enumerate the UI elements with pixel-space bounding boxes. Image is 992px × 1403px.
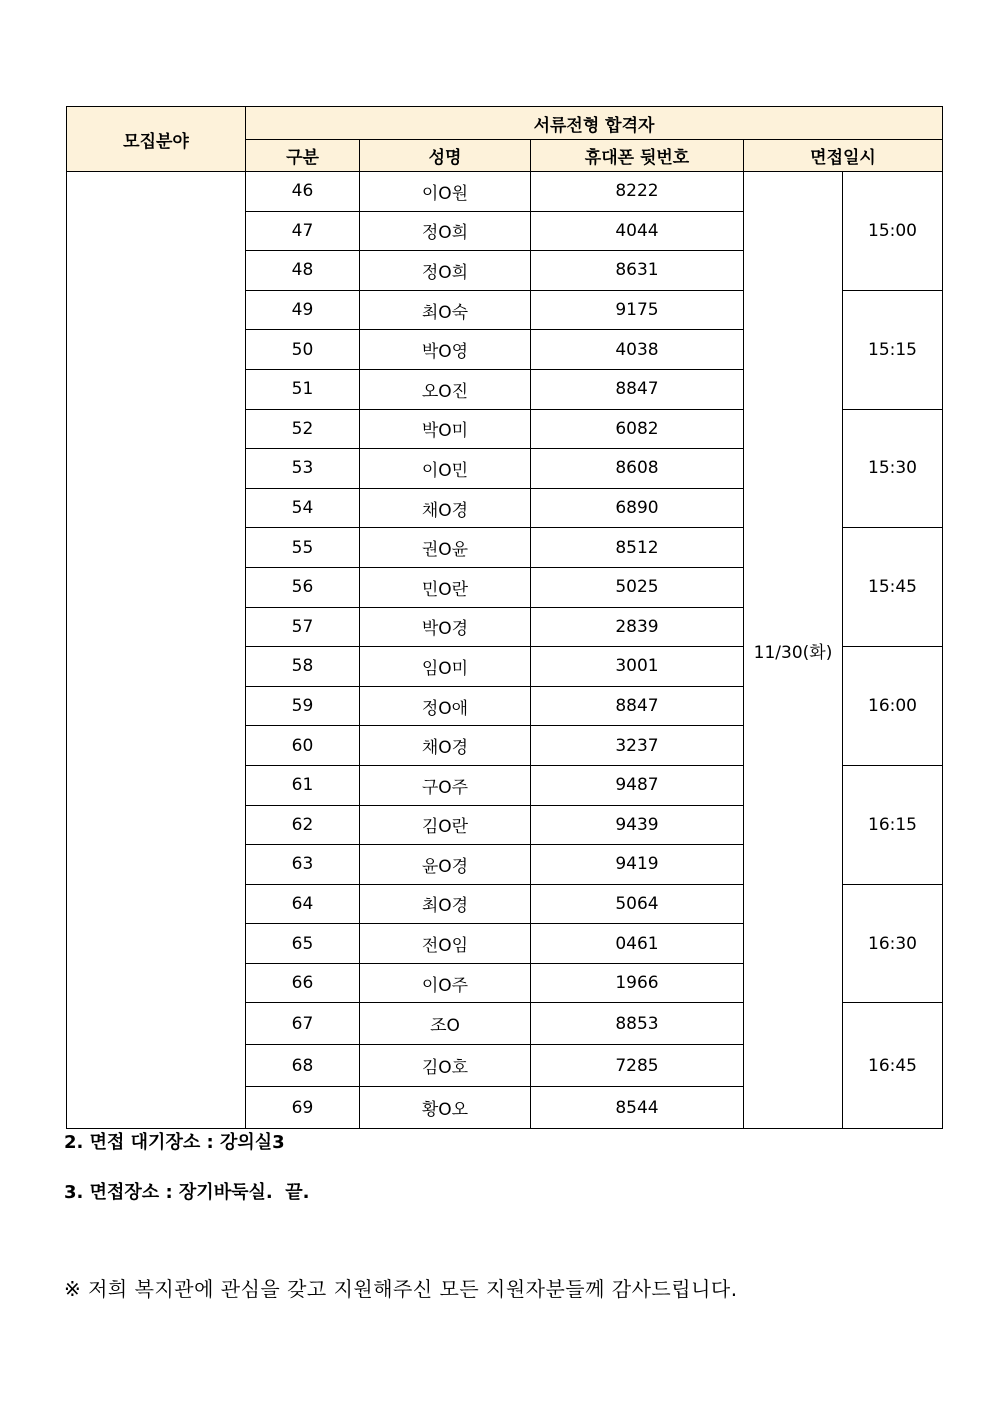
cell-no: 60 [246,726,360,766]
cell-phone: 0461 [531,924,744,964]
cell-no: 67 [246,1003,360,1045]
applicant-table [66,106,943,1129]
cell-name: 정O희 [360,211,531,251]
cell-phone: 8847 [531,686,744,726]
cell-phone: 8222 [531,172,744,212]
header-passers: 서류전형 합격자 [246,107,943,140]
cell-phone: 9175 [531,290,744,330]
header-name: 성명 [360,140,531,172]
cell-phone: 7285 [531,1045,744,1087]
cell-no: 51 [246,369,360,409]
header-no: 구분 [246,140,360,172]
cell-phone: 6890 [531,488,744,528]
cell-name: 이O원 [360,172,531,212]
cell-phone: 8631 [531,251,744,291]
cell-phone: 6082 [531,409,744,449]
cell-phone: 8608 [531,449,744,489]
header-field: 모집분야 [67,107,246,172]
interview-time-slot: 16:30 [843,884,943,1003]
table-row [67,172,943,212]
cell-name: 전O임 [360,924,531,964]
cell-no: 56 [246,567,360,607]
interview-time-slot: 16:45 [843,1003,943,1129]
cell-no: 50 [246,330,360,370]
cell-name: 김O호 [360,1045,531,1087]
cell-name: 조O [360,1003,531,1045]
cell-name: 정O애 [360,686,531,726]
cell-no: 64 [246,884,360,924]
cell-no: 47 [246,211,360,251]
cell-phone: 1966 [531,963,744,1003]
cell-name: 이O주 [360,963,531,1003]
interview-date: 11/30(화) [744,172,843,1129]
cell-no: 62 [246,805,360,845]
cell-name: 정O희 [360,251,531,291]
cell-no: 68 [246,1045,360,1087]
cell-name: 민O란 [360,567,531,607]
interview-room-note: 3. 면접장소 : 장기바둑실. 끝. [64,1182,310,1203]
cell-no: 65 [246,924,360,964]
cell-phone: 8544 [531,1087,744,1129]
cell-no: 46 [246,172,360,212]
cell-name: 채O경 [360,488,531,528]
cell-name: 최O경 [360,884,531,924]
cell-phone: 9487 [531,765,744,805]
cell-name: 박O경 [360,607,531,647]
interview-time-slot: 15:30 [843,409,943,528]
cell-name: 윤O경 [360,845,531,885]
cell-no: 55 [246,528,360,568]
cell-name: 채O경 [360,726,531,766]
interview-time-slot: 15:00 [843,172,943,291]
cell-phone: 4038 [531,330,744,370]
table-body [67,172,943,1129]
cell-phone: 3237 [531,726,744,766]
cell-name: 오O진 [360,369,531,409]
header-datetime: 면접일시 [744,140,943,172]
cell-no: 54 [246,488,360,528]
cell-name: 박O영 [360,330,531,370]
cell-name: 임O미 [360,647,531,687]
thanks-note: ※ 저희 복지관에 관심을 갖고 지원해주신 모든 지원자분들께 감사드립니다. [64,1277,738,1301]
cell-no: 63 [246,845,360,885]
cell-no: 59 [246,686,360,726]
interview-time-slot: 16:15 [843,765,943,884]
field-cell [67,172,246,1129]
cell-name: 최O숙 [360,290,531,330]
cell-no: 61 [246,765,360,805]
cell-name: 권O윤 [360,528,531,568]
interview-time-slot: 15:15 [843,290,943,409]
cell-phone: 9419 [531,845,744,885]
cell-no: 57 [246,607,360,647]
cell-phone: 8853 [531,1003,744,1045]
cell-name: 구O주 [360,765,531,805]
cell-name: 황O오 [360,1087,531,1129]
cell-phone: 8512 [531,528,744,568]
cell-no: 49 [246,290,360,330]
cell-name: 박O미 [360,409,531,449]
waiting-room-note: 2. 면접 대기장소 : 강의실3 [64,1132,285,1153]
cell-phone: 5064 [531,884,744,924]
interview-time-slot: 16:00 [843,647,943,766]
cell-name: 이O민 [360,449,531,489]
cell-name: 김O란 [360,805,531,845]
cell-phone: 2839 [531,607,744,647]
cell-no: 52 [246,409,360,449]
cell-phone: 8847 [531,369,744,409]
interview-time-slot: 15:45 [843,528,943,647]
cell-no: 58 [246,647,360,687]
cell-no: 69 [246,1087,360,1129]
cell-phone: 5025 [531,567,744,607]
cell-phone: 4044 [531,211,744,251]
header-phone: 휴대폰 뒷번호 [531,140,744,172]
cell-no: 48 [246,251,360,291]
cell-phone: 9439 [531,805,744,845]
cell-no: 53 [246,449,360,489]
cell-no: 66 [246,963,360,1003]
cell-phone: 3001 [531,647,744,687]
